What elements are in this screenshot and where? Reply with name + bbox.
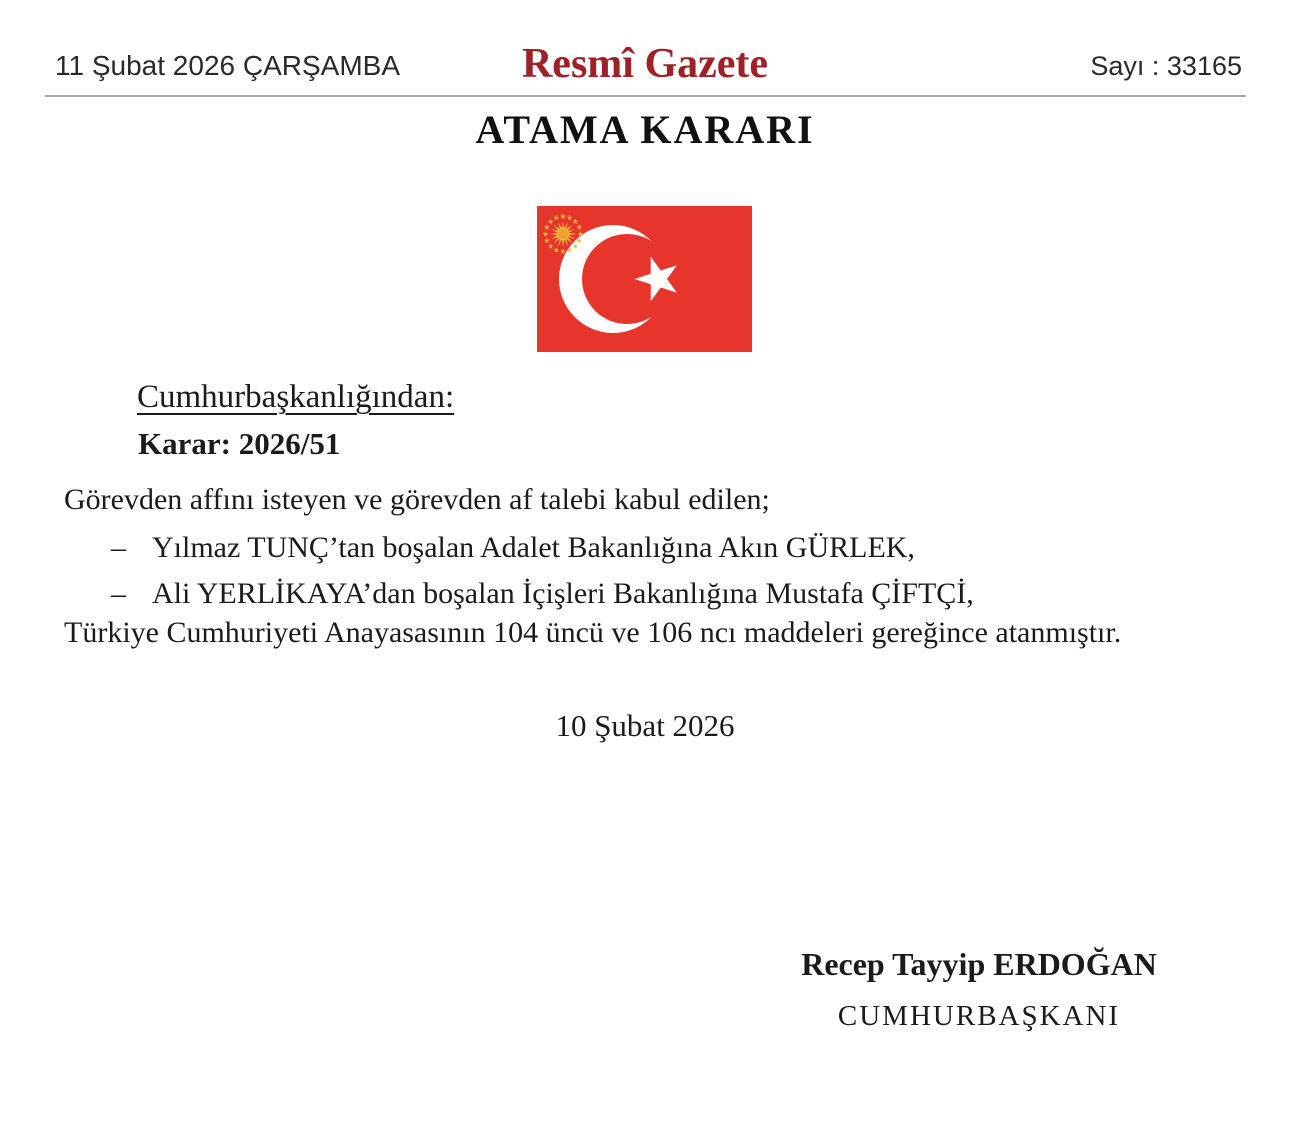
issuing-authority: Cumhurbaşkanlığından: (137, 379, 455, 415)
gazette-date: 11 Şubat 2026 ÇARŞAMBA (55, 50, 401, 81)
decree-date: 10 Şubat 2026 (555, 708, 735, 743)
list-dash: – (111, 577, 126, 610)
turkish-presidential-flag (537, 206, 752, 352)
decision-number: Karar: 2026/51 (138, 426, 341, 461)
closing-paragraph: Türkiye Cumhuriyeti Anayasasının 104 üncü ve 106 ncı maddeleri gereğince atanmıştır. (64, 616, 1122, 649)
list-dash: – (111, 531, 126, 564)
gazette-title: Resmî Gazete (521, 41, 769, 87)
intro-paragraph: Görevden affını isteyen ve görevden af talebi kabul edilen; (64, 483, 770, 516)
gazette-issue-number: Sayı : 33165 (1090, 51, 1242, 81)
header-divider (45, 95, 1246, 97)
signature-title: CUMHURBAŞKANI (837, 1000, 1121, 1032)
turkish-flag-icon (537, 206, 752, 352)
signature-name: Recep Tayyip ERDOĞAN (801, 946, 1157, 982)
appointment-item-text: Yılmaz TUNÇ’tan boşalan Adalet Bakanlığına Akın GÜRLEK, (152, 531, 915, 564)
appointment-item (111, 531, 915, 565)
document-heading: ATAMA KARARI (475, 107, 815, 152)
appointment-item-text: Ali YERLİKAYA’dan boşalan İçişleri Bakanlığına Mustafa ÇİFTÇİ, (152, 577, 974, 610)
appointment-item (111, 577, 974, 611)
